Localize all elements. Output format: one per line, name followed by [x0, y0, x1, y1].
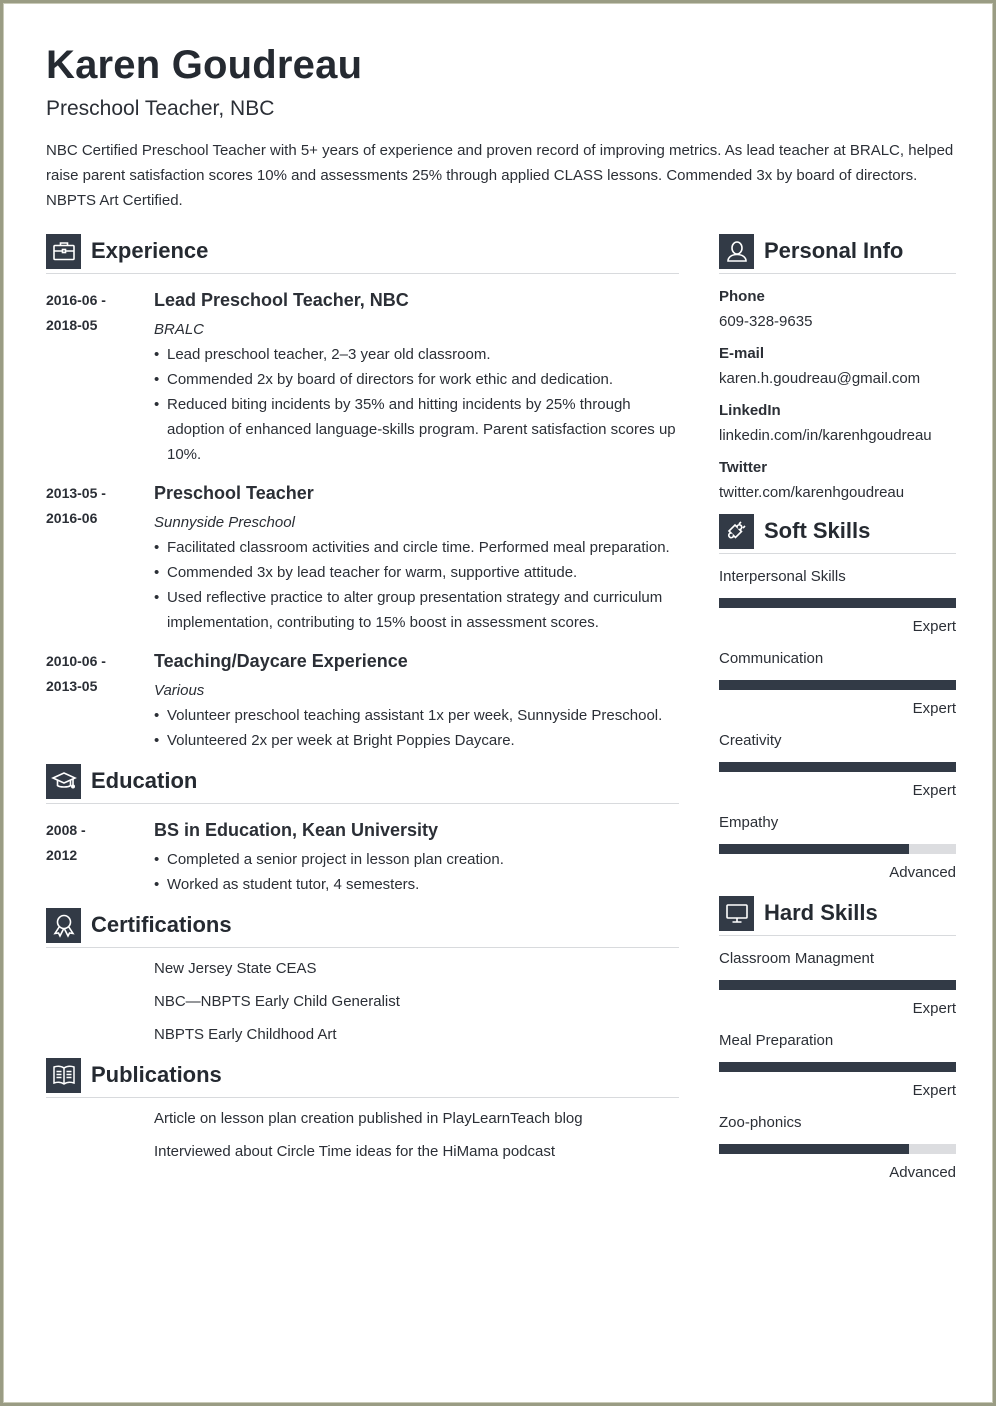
- publications-title: Publications: [91, 1062, 222, 1087]
- experience-header: [46, 233, 679, 274]
- employer: Sunnyside Preschool: [154, 514, 295, 531]
- soft-skills-list: [719, 568, 956, 882]
- info-linkedin: [719, 402, 956, 445]
- skill-bar: [719, 980, 956, 990]
- entry-dates: [46, 288, 154, 467]
- skill-level: Advanced: [889, 1164, 956, 1181]
- skill-item: [719, 568, 956, 636]
- date-start: 2016-06 -: [46, 292, 106, 308]
- person-icon: [719, 234, 754, 269]
- skill-item: [719, 950, 956, 1018]
- info-phone: [719, 288, 956, 331]
- open-book-icon: [46, 1058, 81, 1093]
- hard-skills-section: [719, 895, 956, 1182]
- certification-item: NBPTS Early Childhood Art: [154, 1026, 337, 1043]
- bullet-item: • Facilitated classroom activities and circle time. Performed meal preparation.: [154, 535, 679, 560]
- graduation-cap-icon: [46, 764, 81, 799]
- degree-title: BS in Education, Kean University: [154, 820, 439, 840]
- education-entry: [46, 818, 679, 897]
- bullet-item: • Commended 3x by lead teacher for warm, supportive attitude.: [154, 560, 679, 585]
- certifications-list: [46, 956, 679, 1047]
- skill-bar-fill: [719, 980, 956, 990]
- employer: Various: [154, 682, 205, 699]
- personal-info-header: [719, 233, 956, 274]
- certifications-title: Certifications: [91, 912, 232, 937]
- soft-skills-section: [719, 513, 956, 882]
- phone-value: 609-328-9635: [719, 313, 813, 330]
- bullet-item: • Commended 2x by board of directors for work ethic and dedication.: [154, 367, 679, 392]
- skill-item: [719, 650, 956, 718]
- puzzle-piece-icon: [719, 514, 754, 549]
- bullet-item: • Reduced biting incidents by 35% and hitting incidents by 25% through adoption of enhanced language-skills program. Parent satisfaction scores up 10%.: [154, 392, 679, 467]
- left-column: [46, 233, 679, 1164]
- experience-section: [46, 233, 679, 753]
- date-end: 2016-06: [46, 510, 98, 526]
- briefcase-icon: [46, 234, 81, 269]
- skill-name: Communication: [719, 650, 824, 667]
- education-section: [46, 763, 679, 897]
- education-header: [46, 763, 679, 804]
- skill-name: Zoo-phonics: [719, 1114, 802, 1131]
- twitter-value: twitter.com/karenhgoudreau: [719, 484, 905, 501]
- skill-bar-fill: [719, 1062, 956, 1072]
- hard-skills-title: Hard Skills: [764, 900, 878, 925]
- entry-body: [154, 288, 679, 467]
- skill-level: Expert: [912, 1082, 956, 1099]
- date-end: 2012: [46, 847, 78, 863]
- skill-bar-fill: [719, 680, 956, 690]
- skill-bar-fill: [719, 598, 956, 608]
- skill-bar: [719, 1144, 956, 1154]
- publications-header: [46, 1057, 679, 1098]
- bullet-item: • Worked as student tutor, 4 semesters.: [154, 872, 679, 897]
- experience-entry: [46, 649, 679, 753]
- skill-level: Expert: [912, 618, 956, 635]
- job-title: Lead Preschool Teacher, NBC: [154, 290, 409, 310]
- entry-dates: [46, 818, 154, 897]
- date-end: 2013-05: [46, 678, 98, 694]
- hard-skills-header: [719, 895, 956, 936]
- right-column: [719, 233, 956, 1182]
- date-start: 2010-06 -: [46, 653, 106, 669]
- skill-name: Empathy: [719, 814, 779, 831]
- skill-name: Interpersonal Skills: [719, 568, 846, 585]
- date-start: 2008 -: [46, 822, 86, 838]
- skill-name: Creativity: [719, 732, 782, 749]
- bullet-item: • Lead preschool teacher, 2–3 year old classroom.: [154, 342, 679, 367]
- date-end: 2018-05: [46, 317, 98, 333]
- candidate-role: Preschool Teacher, NBC: [46, 97, 275, 120]
- skill-bar-fill: [719, 844, 909, 854]
- info-twitter: [719, 459, 956, 502]
- publications-list: [46, 1106, 679, 1164]
- skill-bar: [719, 844, 956, 854]
- education-title: Education: [91, 768, 198, 793]
- bullet-item: • Volunteer preschool teaching assistant 1x per week, Sunnyside Preschool.: [154, 703, 679, 728]
- soft-skills-title: Soft Skills: [764, 518, 871, 543]
- skill-name: Meal Preparation: [719, 1032, 834, 1049]
- experience-entry: [46, 481, 679, 635]
- bullet-list: [154, 703, 679, 753]
- certifications-section: [46, 907, 679, 1047]
- skill-level: Expert: [912, 1000, 956, 1017]
- skill-item: [719, 1114, 956, 1182]
- bullet-list: [154, 535, 679, 635]
- bullet-item: • Completed a senior project in lesson plan creation.: [154, 847, 679, 872]
- entry-dates: [46, 481, 154, 635]
- employer: BRALC: [154, 321, 205, 338]
- publications-section: [46, 1057, 679, 1164]
- summary-paragraph: NBC Certified Preschool Teacher with 5+ years of experience and proven record of improving metrics. As lead teacher at BRALC, helped raise parent satisfaction scores 10% and assessments 25% through applied CLASS lessons. Commended 3x by board of directors. NBPTS Art Certified.: [46, 142, 954, 209]
- certifications-header: [46, 907, 679, 948]
- job-title: Teaching/Daycare Experience: [154, 651, 408, 671]
- skill-bar-fill: [719, 762, 956, 772]
- info-label: Twitter: [719, 459, 768, 476]
- skill-level: Expert: [912, 782, 956, 799]
- date-start: 2013-05 -: [46, 485, 106, 501]
- skill-item: [719, 1032, 956, 1100]
- experience-title: Experience: [91, 238, 209, 263]
- monitor-icon: [719, 896, 754, 931]
- soft-skills-header: [719, 513, 956, 554]
- experience-entry: [46, 288, 679, 467]
- certification-item: NBC—NBPTS Early Child Generalist: [154, 993, 400, 1010]
- skill-bar: [719, 598, 956, 608]
- candidate-name: Karen Goudreau: [46, 43, 363, 87]
- skill-item: [719, 814, 956, 882]
- bullet-list: [154, 847, 679, 897]
- personal-info-title: Personal Info: [764, 238, 904, 263]
- skill-item: [719, 732, 956, 800]
- entry-body: [154, 649, 679, 753]
- publication-item: Interviewed about Circle Time ideas for the HiMama podcast: [154, 1143, 556, 1160]
- info-label: Phone: [719, 288, 765, 305]
- hard-skills-list: [719, 950, 956, 1182]
- certification-item: New Jersey State CEAS: [154, 960, 317, 977]
- job-title: Preschool Teacher: [154, 483, 314, 503]
- info-label: E-mail: [719, 345, 765, 362]
- skill-bar: [719, 1062, 956, 1072]
- skill-bar-fill: [719, 1144, 909, 1154]
- entry-dates: [46, 649, 154, 753]
- info-email: [719, 345, 956, 388]
- entry-body: [154, 481, 679, 635]
- entry-body: [154, 818, 679, 897]
- award-ribbon-icon: [46, 908, 81, 943]
- linkedin-value: linkedin.com/in/karenhgoudreau: [719, 427, 932, 444]
- skill-bar: [719, 762, 956, 772]
- email-value: karen.h.goudreau@gmail.com: [719, 370, 921, 387]
- bullet-item: • Used reflective practice to alter group presentation strategy and curriculum implementation, contributing to 15% boost in assessment scores.: [154, 585, 679, 635]
- skill-name: Classroom Managment: [719, 950, 875, 967]
- publication-item: Article on lesson plan creation published in PlayLearnTeach blog: [154, 1110, 583, 1127]
- bullet-item: • Volunteered 2x per week at Bright Poppies Daycare.: [154, 728, 679, 753]
- personal-info-section: [719, 233, 956, 502]
- skill-level: Advanced: [889, 864, 956, 881]
- info-label: LinkedIn: [719, 402, 781, 419]
- skill-level: Expert: [912, 700, 956, 717]
- bullet-list: [154, 342, 679, 467]
- skill-bar: [719, 680, 956, 690]
